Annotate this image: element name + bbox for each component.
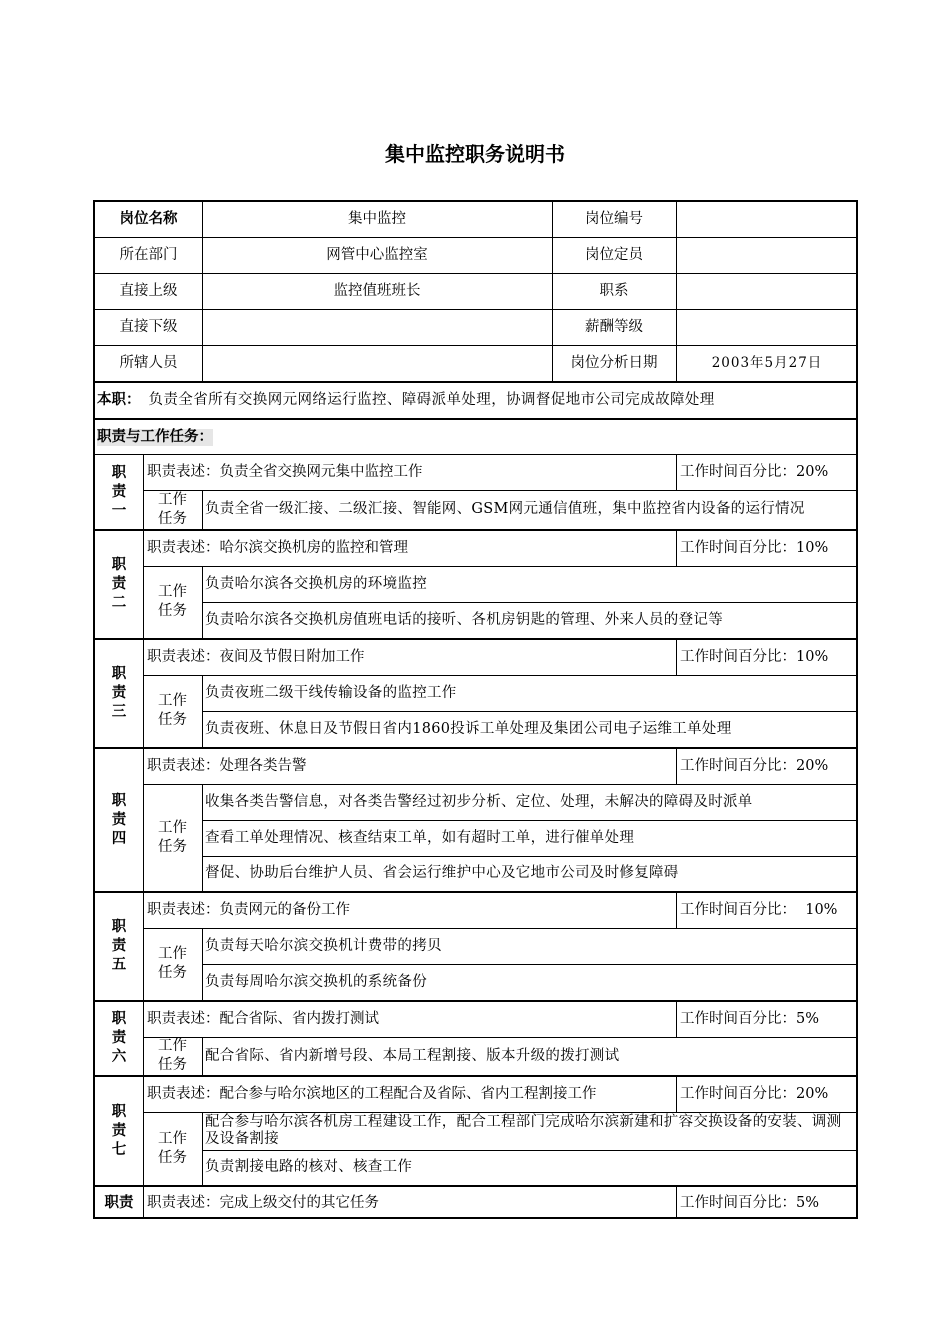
position-name-label: 岗位名称 (119, 211, 178, 227)
summary-text: 负责全省所有交换网元网络运行监控、障碍派单处理，协调督促地市公司完成故障处理 (148, 391, 715, 408)
duties-header: 职责与工作任务： (97, 428, 213, 445)
job-description-table (93, 200, 858, 1219)
duty-8-pct: 工作时间百分比：5% (680, 1194, 820, 1211)
duty-3-task-label: 工作 任务 (158, 693, 187, 728)
divider (676, 1187, 677, 1219)
duty-2-desc: 职责表述：哈尔滨交换机房的监控和管理 (147, 540, 408, 556)
duty-8-name: 职责 (104, 1194, 134, 1211)
divider (676, 202, 677, 381)
duty-6-task-label: 工作 任务 (158, 1038, 187, 1073)
duty-5-pct: 工作时间百分比： 10% (680, 902, 838, 918)
duty-7-desc: 职责表述：配合参与哈尔滨地区的工程配合及省际、省内工程割接工作 (147, 1086, 597, 1102)
divider (202, 856, 858, 857)
duty-4-name: 职 责 四 (111, 792, 127, 847)
subordinate-value (202, 310, 552, 345)
divider (143, 531, 144, 638)
staff-label: 所辖人员 (119, 355, 178, 371)
duty-2-name: 职 责 二 (111, 557, 127, 611)
position-name-value: 集中监控 (348, 211, 406, 227)
duty-7-task-1: 配合参与哈尔滨各机房工程建设工作，配合工程部门完成哈尔滨新建和扩容交换设备的安装、调测及设备割接 (205, 1114, 842, 1147)
duty-1-task-label: 工作 任务 (158, 491, 187, 527)
divider (143, 1112, 858, 1113)
divider (202, 820, 858, 821)
divider (202, 964, 858, 965)
duty-3-pct: 工作时间百分比：10% (680, 649, 829, 665)
dept-label: 所在部门 (119, 247, 178, 263)
duty-1-task-1: 负责全省一级汇接、二级汇接、智能网、GSM网元通信值班，集中监控省内设备的运行情况 (205, 501, 805, 517)
divider (676, 893, 677, 928)
duty-4-task-label: 工作 任务 (158, 819, 187, 855)
page-title: 集中监控职务说明书 (385, 142, 565, 166)
duty-3-desc: 职责表述：夜间及节假日附加工作 (147, 649, 365, 665)
duty-6-desc: 职责表述：配合省际、省内拨打测试 (147, 1011, 379, 1027)
position-no-value (676, 202, 858, 237)
divider (202, 1037, 203, 1075)
dept-value: 网管中心监控室 (326, 247, 428, 263)
duty-2-task-1: 负责哈尔滨各交换机房的环境监控 (205, 575, 427, 592)
headcount-label: 岗位定员 (585, 247, 643, 263)
headcount-value (676, 238, 858, 273)
duty-4-desc: 职责表述：处理各类告警 (147, 758, 307, 774)
divider (143, 893, 144, 1000)
divider (202, 928, 203, 1000)
duty-2-task-label: 工作 任务 (158, 584, 187, 619)
divider (202, 1150, 858, 1151)
divider (143, 566, 858, 567)
duty-7-name: 职 责 七 (111, 1103, 127, 1158)
duty-2-pct: 工作时间百分比：10% (680, 540, 829, 556)
divider (552, 202, 553, 381)
divider (676, 1077, 677, 1112)
divider (95, 345, 858, 346)
staff-value (202, 346, 552, 381)
duty-5-task-label: 工作 任务 (158, 946, 187, 981)
divider (202, 490, 203, 529)
duty-7-task-2: 负责割接电路的核对、核查工作 (205, 1159, 413, 1175)
duty-1-desc: 职责表述：负责全省交换网元集中监控工作 (147, 464, 423, 480)
duty-1-name: 职 责 一 (111, 464, 127, 519)
divider (676, 531, 677, 566)
duty-3-name: 职 责 三 (111, 666, 127, 720)
divider (676, 640, 677, 675)
duty-8-desc: 职责表述：完成上级交付的其它任务 (147, 1194, 379, 1211)
divider (143, 1037, 858, 1038)
duty-1-pct: 工作时间百分比：20% (680, 464, 829, 480)
divider (202, 202, 203, 381)
duty-4-pct: 工作时间百分比：20% (680, 758, 829, 774)
divider (143, 749, 144, 891)
divider (143, 490, 858, 491)
summary-label: 本职： (97, 391, 141, 408)
divider (202, 566, 203, 638)
duty-4-task-3: 督促、协助后台维护人员、省会运行维护中心及它地市公司及时修复障碍 (205, 865, 679, 881)
duty-5-name: 职 责 五 (111, 919, 127, 973)
series-value (676, 274, 858, 309)
divider (202, 602, 858, 603)
series-label: 职系 (599, 283, 629, 299)
divider (143, 640, 144, 747)
duty-5-desc: 职责表述：负责网元的备份工作 (147, 902, 350, 918)
divider (95, 237, 858, 238)
divider (676, 455, 677, 490)
duty-6-task-1: 配合省际、省内新增号段、本局工程割接、版本升级的拨打测试 (205, 1047, 620, 1064)
divider (143, 675, 858, 676)
summary-row (95, 383, 858, 417)
divider (202, 1112, 203, 1185)
analysis-date-label: 岗位分析日期 (570, 355, 658, 371)
analysis-date-value: 2003年5月27日 (711, 355, 823, 371)
position-no-label: 岗位编号 (585, 211, 643, 227)
superior-label: 直接上级 (119, 283, 178, 299)
salary-value (676, 310, 858, 345)
divider (676, 1002, 677, 1037)
salary-label: 薪酬等级 (585, 319, 643, 335)
divider (202, 675, 203, 747)
duties-header-row (95, 420, 858, 454)
duty-7-task-label: 工作 任务 (158, 1130, 187, 1166)
divider (143, 1187, 144, 1219)
superior-value: 监控值班班长 (333, 283, 421, 299)
duty-5-task-1: 负责每天哈尔滨交换机计费带的拷贝 (205, 937, 442, 954)
duty-6-name: 职 责 六 (111, 1011, 127, 1065)
divider (95, 309, 858, 310)
subordinate-label: 直接下级 (119, 319, 178, 335)
divider (143, 784, 858, 785)
divider (202, 784, 203, 891)
duty-2-task-2: 负责哈尔滨各交换机房值班电话的接听、各机房钥匙的管理、外来人员的登记等 (205, 611, 723, 628)
duty-6-pct: 工作时间百分比：5% (680, 1011, 820, 1027)
duty-4-task-1: 收集各类告警信息，对各类告警经过初步分析、定位、处理，未解决的障碍及时派单 (205, 793, 753, 810)
divider (143, 928, 858, 929)
divider (676, 749, 677, 784)
duty-3-task-2: 负责夜班、休息日及节假日省内1860投诉工单处理及集团公司电子运维工单处理 (205, 720, 732, 737)
divider (143, 455, 144, 529)
duty-4-task-2: 查看工单处理情况、核查结束工单，如有超时工单，进行催单处理 (205, 829, 635, 846)
divider (143, 1002, 144, 1075)
duty-3-task-1: 负责夜班二级干线传输设备的监控工作 (205, 684, 457, 701)
divider (95, 273, 858, 274)
duty-7-pct: 工作时间百分比：20% (680, 1086, 829, 1102)
divider (202, 711, 858, 712)
divider (143, 1077, 144, 1185)
duty-5-task-2: 负责每周哈尔滨交换机的系统备份 (205, 973, 427, 990)
